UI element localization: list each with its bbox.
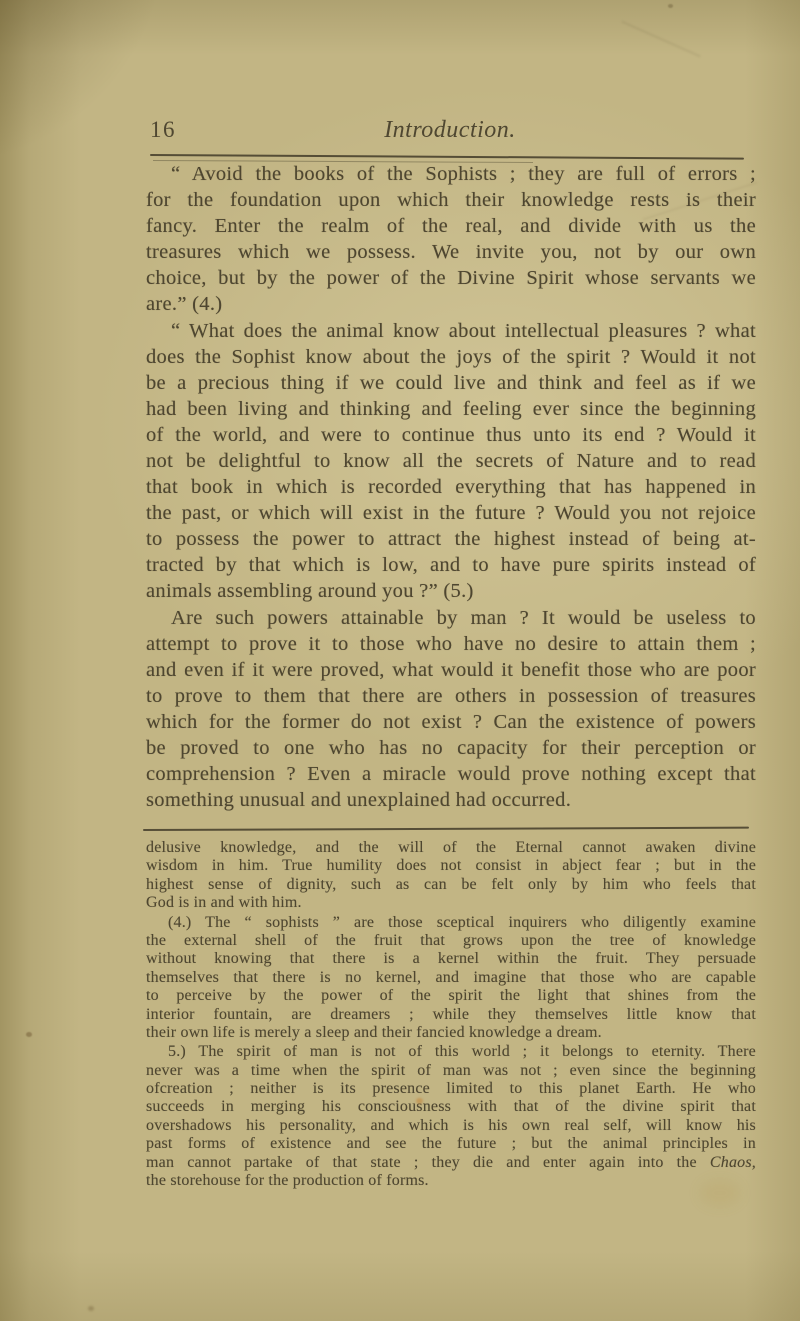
text-line: that book in which is recorded everything that has happened in (146, 476, 756, 498)
text-line: to prove to them that there are others in possession of treasures (146, 685, 756, 707)
text-line: their own life is merely a sleep and their fancied knowledge a dream. (146, 1023, 602, 1041)
text-line: “ Avoid the books of the Sophists ; they are full of errors ; (171, 163, 756, 185)
paper-stain (88, 1306, 94, 1311)
text-line: and even if it were proved, what would it benefit those who are poor (146, 659, 756, 681)
running-header-title: Introduction. (384, 117, 516, 143)
text-line: attempt to prove it to those who have no desire to attain them ; (146, 633, 756, 655)
text-line: the external shell of the fruit that grows upon the tree of knowledge (146, 931, 756, 949)
paper-stain (668, 4, 673, 8)
text-line: overshadows his personality, and which is his own real self, will know his (146, 1116, 756, 1134)
text-line: delusive knowledge, and the will of the Eternal cannot awaken divine (146, 839, 756, 856)
text-line: past forms of existence and see the future ; but the animal principles in (146, 1135, 756, 1153)
body-paragraph-2 (146, 318, 756, 604)
text-line: of the world, and were to continue thus unto its end ? Would it (146, 424, 756, 446)
text-line: succeeds in merging his consciousness with that of the divine spirit that (146, 1098, 756, 1116)
italic-word: Chaos, (709, 1153, 756, 1171)
text-line: interior fountain, are dreamers ; while they themselves little know that (146, 1005, 756, 1023)
header-rule (150, 154, 744, 160)
text-segment: man cannot partake of that state ; they die and enter again into the (146, 1153, 710, 1171)
text-line: fancy. Enter the realm of the real, and divide with us the (146, 215, 756, 237)
text-line: never was a time when the spirit of man was not ; even since the beginning (146, 1061, 756, 1079)
text-line: treasures which we possess. We invite you, not by our own (146, 241, 756, 263)
text-line: be proved to one who has no capacity for their perception or (146, 737, 756, 759)
footnote-3-continuation (146, 839, 756, 913)
text-line: does the Sophist know about the joys of the spirit ? Would it not (146, 346, 756, 368)
text-line: themselves that there is no kernel, and imagine that those who are capable (146, 968, 756, 986)
footnote-5 (146, 1043, 756, 1190)
text-line: (4.) The “ sophists ” are those sceptical inquirers who diligently examine (168, 913, 756, 931)
text-line: choice, but by the power of the Divine Spirit whose servants we (146, 267, 756, 289)
text-line: for the foundation upon which their knowledge rests is their (146, 189, 756, 211)
text-line: animals assembling around you ?” (5.) (146, 580, 474, 602)
text-line: something unusual and unexplained had occurred. (146, 789, 572, 811)
text-line: 5.) The spirit of man is not of this world ; it belongs to eternity. There (168, 1043, 756, 1061)
footnotes (146, 839, 756, 1190)
text-line: are.” (4.) (146, 293, 223, 315)
text-line: the past, or which will exist in the future ? Would you not rejoice (146, 502, 756, 524)
paper-stain (26, 1032, 32, 1037)
running-header (0, 117, 800, 147)
text-line: “ What does the animal know about intellectual pleasures ? what (171, 320, 756, 342)
text-line: to possess the power to attract the highest instead of being at- (146, 528, 756, 550)
text-line: Are such powers attainable by man ? It would be useless to (171, 607, 756, 629)
text-line: had been living and thinking and feeling ever since the beginning (146, 398, 756, 420)
text-line: be a precious thing if we could live and think and feel as if we (146, 372, 756, 394)
text-line: highest sense of dignity, such as can be felt only by him who feels that (146, 875, 756, 893)
text-line: God is in and with him. (146, 894, 302, 912)
text-line: wisdom in him. True humility does not consist in abject fear ; but in the (146, 857, 756, 875)
text-line: ofcreation ; neither is its presence limited to this planet Earth. He who (146, 1080, 756, 1098)
text-line: comprehension ? Even a miracle would prove nothing except that (146, 763, 756, 785)
footnote-4 (146, 914, 756, 1043)
body-paragraph-1 (146, 161, 756, 317)
text-line: to perceive by the power of the spirit the light that shines from the (146, 987, 756, 1005)
paper-crease (621, 21, 700, 58)
body-text (146, 161, 756, 813)
text-line (146, 1154, 756, 1172)
footnote-separator-rule (143, 827, 749, 831)
page-number: 16 (150, 117, 176, 142)
text-line: the storehouse for the production of forms. (146, 1172, 429, 1190)
text-line: tracted by that which is low, and to have pure spirits instead of (146, 554, 756, 576)
text-line: without knowing that there is a kernel within the fruit. They persuade (146, 950, 756, 968)
body-paragraph-3 (146, 605, 756, 813)
text-line: which for the former do not exist ? Can the existence of powers (146, 711, 756, 733)
text-line: not be delightful to know all the secrets of Nature and to read (146, 450, 756, 472)
